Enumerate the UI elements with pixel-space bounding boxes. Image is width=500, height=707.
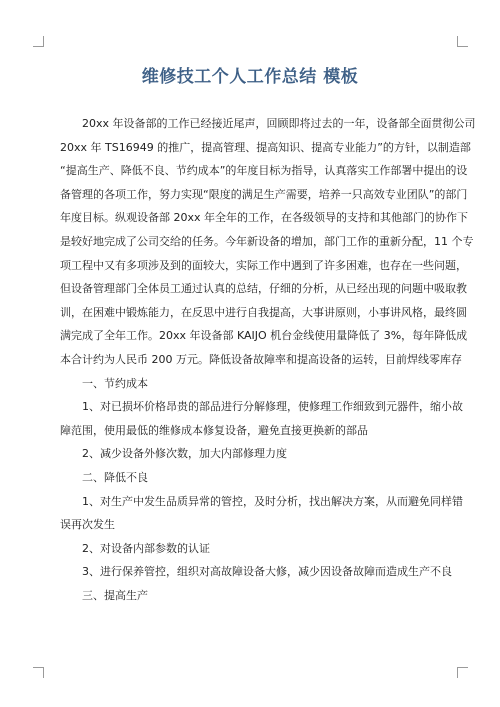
section-heading-defects: 二、降低不良 (82, 470, 148, 484)
intro-paragraph (60, 112, 476, 372)
defect-item-2: 2、对设备内部参数的认证 (82, 541, 210, 555)
cost-item-1-line: 1、对已损坏价格昂贵的部品进行分解修理，使修理工作细致到元器件，缩小故 (82, 400, 463, 414)
defect-item-1-line: 误再次发生 (60, 518, 115, 532)
crop-mark-bottom-right (457, 667, 468, 678)
cost-item-1 (60, 395, 463, 442)
defect-item-3: 3、进行保养管控，组织对高故障设备大修，减少因设备故障而造成生产不良 (82, 565, 452, 579)
intro-line: 备管理的各项工作，努力实现“限度的满足生产需要，培养一只高效专业团队”的部门 (60, 187, 468, 201)
crop-mark-top-right (457, 36, 468, 47)
intro-line: 项工程中又有多项涉及到的面较大，实际工作中遇到了许多困难，也存在一些问题， (60, 258, 467, 272)
intro-line: 训，在困难中锻炼能力，在反思中进行自我提高，大事讲原则，小事讲风格，最终圆 (60, 305, 467, 319)
section-heading-production: 三、提高生产 (82, 588, 148, 602)
defect-item-1-line: 1、对生产中发生品质异常的管控，及时分析，找出解决方案，从而避免同样错 (82, 494, 463, 508)
cost-item-1-line: 障范围，使用最低的维修成本修复设备，避免直接更换新的部品 (60, 423, 368, 437)
intro-line: 年度目标。纵观设备部 20xx 年全年的工作，在各级领导的支持和其他部门的协作下 (60, 211, 469, 225)
intro-line: 满完成了全年工作。20xx 年设备部 KAIJO 机台金线使用量降低了 3%，每年降低成 (60, 329, 468, 343)
crop-mark-bottom-left (33, 667, 44, 678)
cost-item-2: 2、减少设备外修次数，加大内部修理力度 (82, 447, 287, 461)
intro-line: 但设备管理部门全体员工通过认真的总结，仔细的分析，从已经出现的问题中吸取教 (60, 282, 467, 296)
intro-line: 是较好地完成了公司交给的任务。今年新设备的增加，部门工作的重新分配，11 个专 (60, 234, 474, 248)
section-heading-cost: 一、节约成本 (82, 376, 148, 390)
document-body (60, 112, 476, 607)
crop-mark-top-left (33, 36, 44, 47)
intro-line: “提高生产、降低不良、节约成本”的年度目标为指导，认真落实工作部署中提出的设 (60, 164, 468, 178)
defect-item-1 (60, 490, 463, 537)
intro-line: 本合计约为人民币 200 万元。降低设备故障率和提高设备的运转，目前焊线零库存 (60, 352, 462, 366)
intro-line: 20xx 年设备部的工作已经接近尾声，回顾即将过去的一年，设备部全面贯彻公司 (82, 117, 476, 130)
page-title: 维修技工个人工作总结 模板 (141, 67, 359, 87)
intro-line: 20xx 年 TS16949 的推广，提高管理、提高知识、提高专业能力”的方针，以制造部 (60, 140, 471, 154)
